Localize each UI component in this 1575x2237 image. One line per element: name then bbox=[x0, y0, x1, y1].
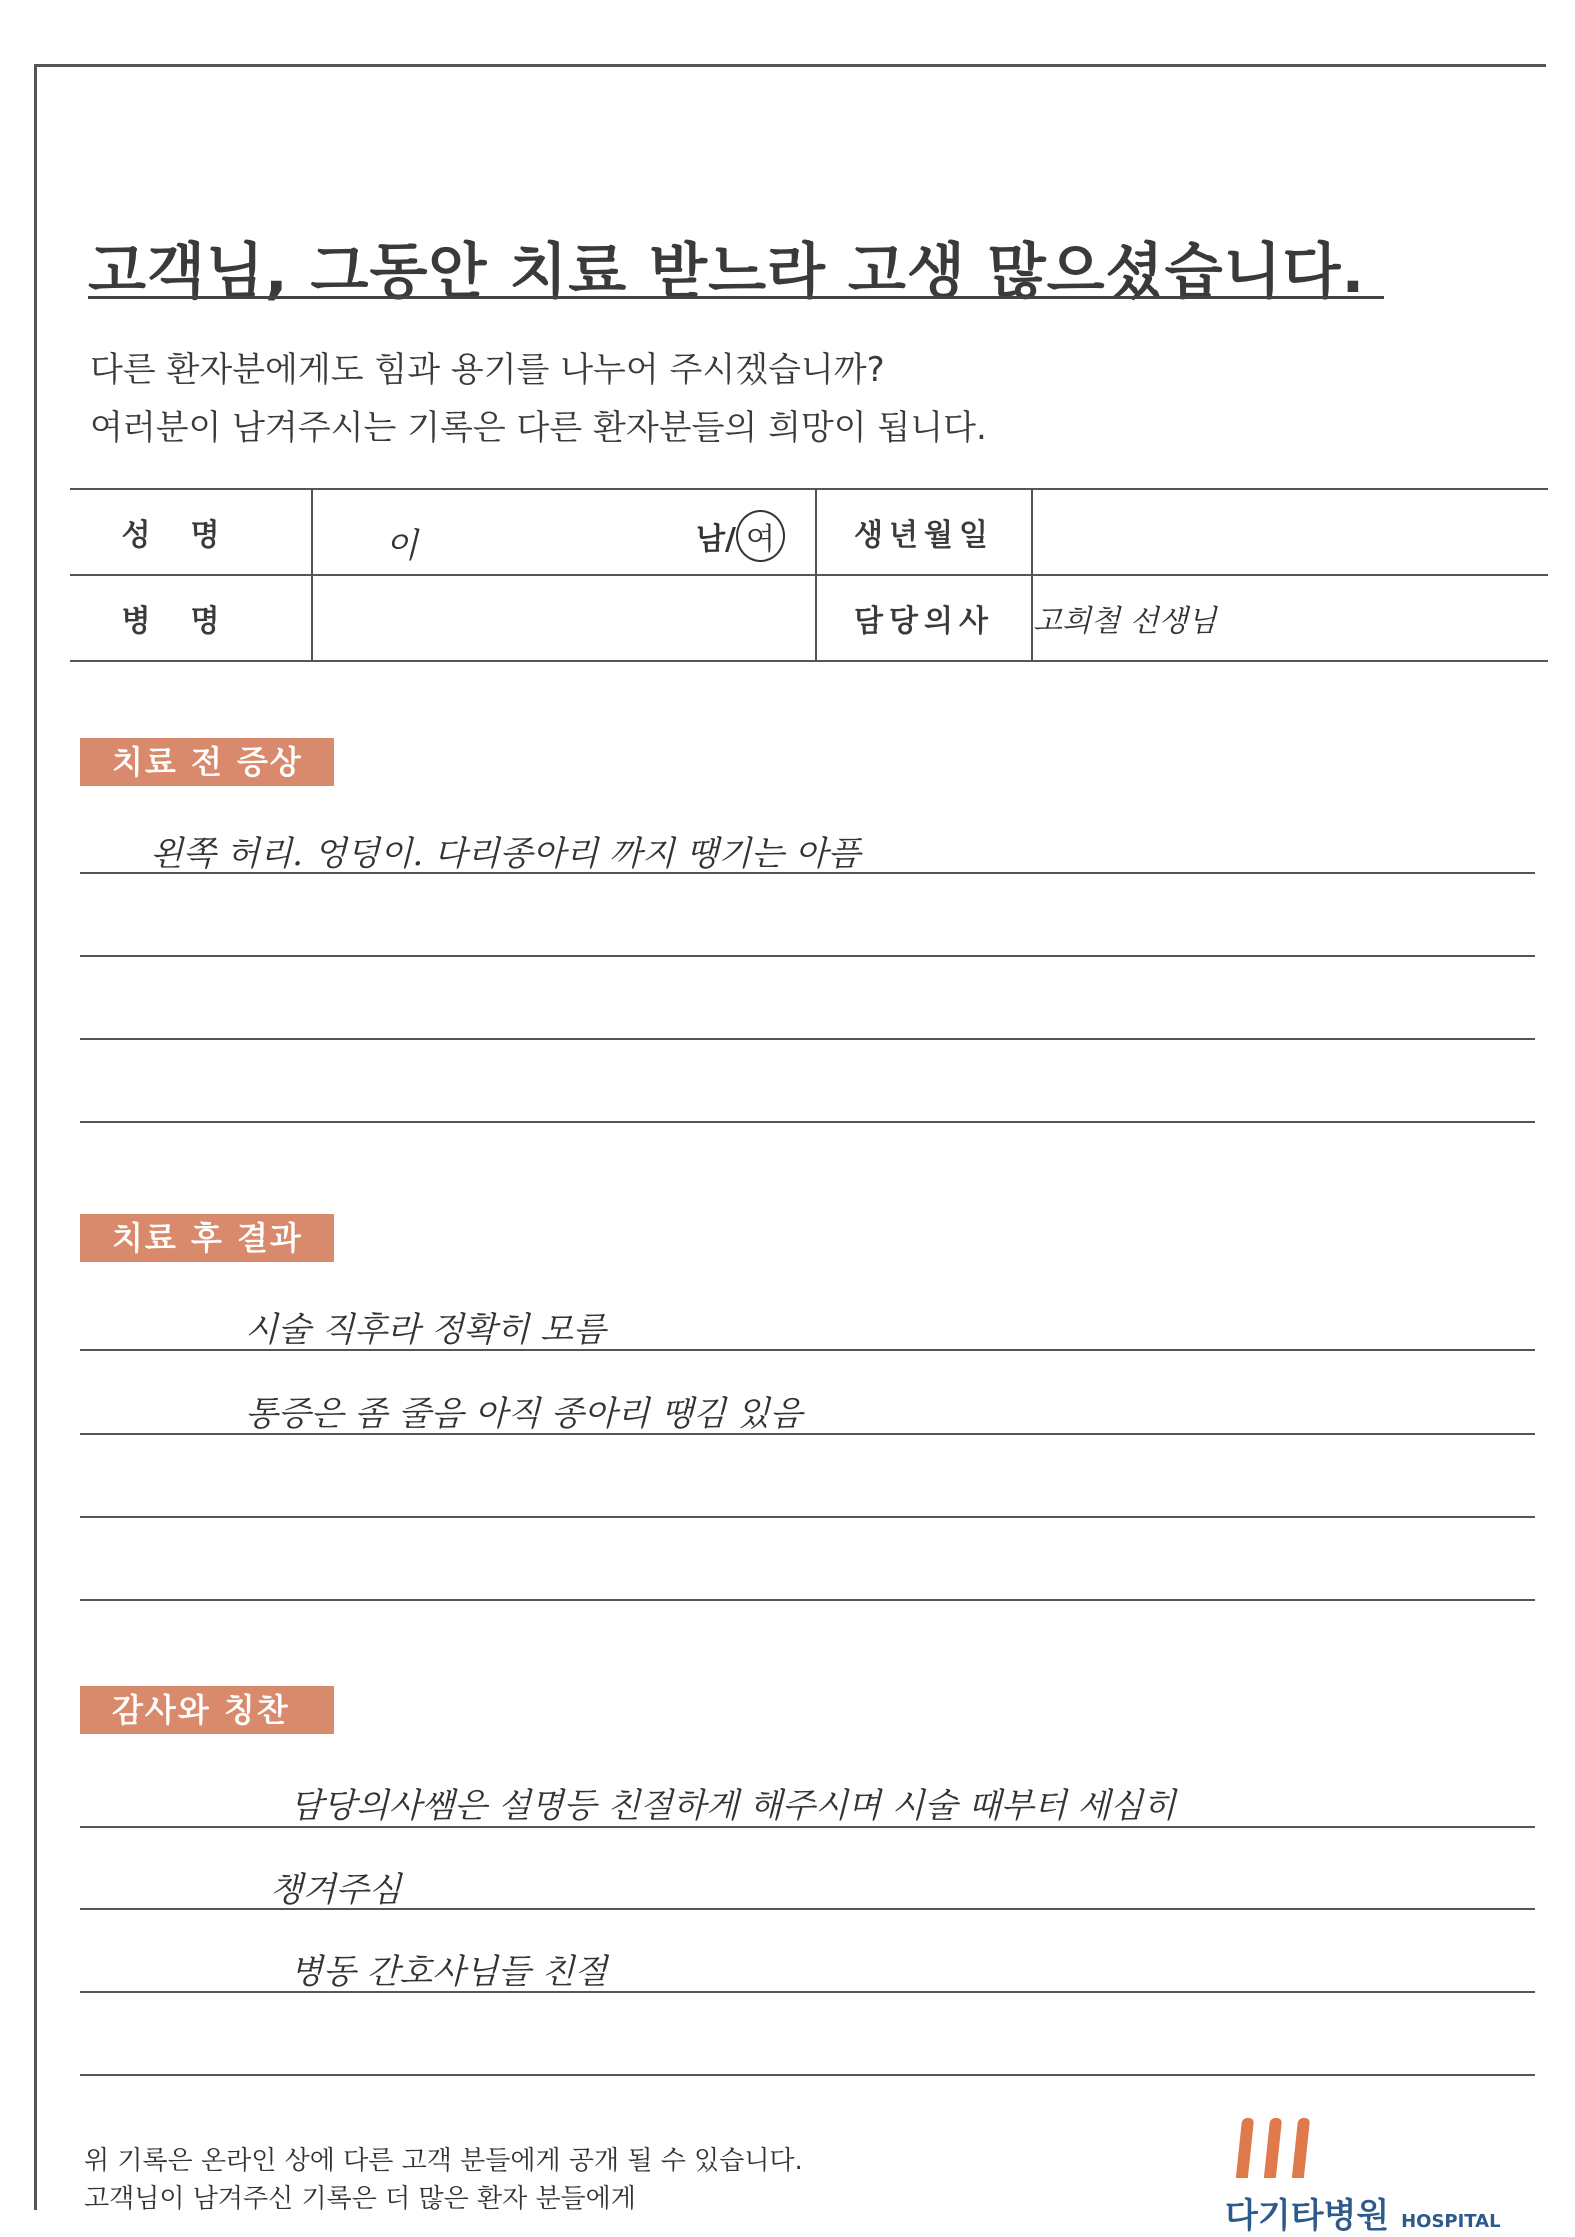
writing-rule bbox=[80, 1121, 1535, 1123]
handwritten-line[interactable]: 시술 직후라 정확히 모름 bbox=[245, 1310, 606, 1350]
footer-note: 고객님이 남겨주신 기록은 더 많은 환자 분들에게 bbox=[84, 2184, 636, 2214]
writing-rule bbox=[80, 1991, 1535, 1993]
handwritten-line[interactable]: 담당의사쌤은 설명등 친절하게 해주시며 시술 때부터 세심히 bbox=[290, 1786, 1176, 1826]
writing-rule bbox=[80, 1826, 1535, 1828]
hospital-logo bbox=[1225, 2118, 1565, 2236]
intro-line: 여러분이 남겨주시는 기록은 다른 환자분들의 희망이 됩니다. bbox=[90, 408, 987, 448]
writing-rule bbox=[80, 1908, 1535, 1910]
title-underline bbox=[88, 296, 1384, 299]
handwritten-line[interactable]: 왼쪽 허리. 엉덩이. 다리종아리 까지 땡기는 아픔 bbox=[150, 834, 861, 874]
section-tag-after: 치료 후 결과 bbox=[80, 1214, 334, 1262]
info-row bbox=[70, 575, 1548, 661]
gender-male[interactable]: 남 bbox=[696, 522, 726, 557]
logo-name-text: 다기타병원 bbox=[1225, 2196, 1390, 2236]
doctor-field[interactable]: 고희철 선생님 bbox=[1032, 575, 1548, 661]
intro-line: 다른 환자분에게도 힘과 용기를 나누어 주시겠습니까? bbox=[90, 350, 885, 390]
disease-field[interactable] bbox=[312, 575, 816, 661]
name-value: 이 bbox=[385, 526, 418, 566]
name-cell[interactable] bbox=[312, 489, 816, 575]
writing-rule bbox=[80, 1599, 1535, 1601]
patient-info-table bbox=[70, 488, 1548, 662]
section-tag-before: 치료 전 증상 bbox=[80, 738, 334, 786]
writing-rule bbox=[80, 1349, 1535, 1351]
writing-rule bbox=[80, 872, 1535, 874]
logo-sub: HOSPITAL bbox=[1401, 2211, 1501, 2232]
form-border-left bbox=[34, 64, 37, 2210]
gender-separator: / bbox=[725, 522, 737, 557]
handwritten-line[interactable]: 통증은 좀 줄음 아직 종아리 땡김 있음 bbox=[245, 1394, 803, 1434]
handwritten-line[interactable]: 병동 간호사님들 친절 bbox=[290, 1952, 608, 1992]
disease-label: 병명 bbox=[70, 575, 312, 661]
gender-female-selected[interactable]: 여 bbox=[736, 510, 785, 562]
writing-rule bbox=[80, 2074, 1535, 2076]
logo-name bbox=[1225, 2188, 1501, 2237]
doctor-label: 담당의사 bbox=[816, 575, 1032, 661]
writing-rule bbox=[80, 1516, 1535, 1518]
gender-selector[interactable] bbox=[696, 510, 785, 562]
page-title: 고객님, 그동안 치료 받느라 고생 많으셨습니다. bbox=[88, 237, 1366, 307]
footer-note: 위 기록은 온라인 상에 다른 고객 분들에게 공개 될 수 있습니다. bbox=[84, 2146, 803, 2176]
form-border-top bbox=[34, 64, 1546, 67]
info-row bbox=[70, 489, 1548, 575]
birth-field[interactable] bbox=[1032, 489, 1548, 575]
writing-rule bbox=[80, 1433, 1535, 1435]
birth-label: 생년월일 bbox=[816, 489, 1032, 575]
writing-rule bbox=[80, 955, 1535, 957]
handwritten-line[interactable]: 챙겨주심 bbox=[270, 1870, 402, 1910]
writing-rule bbox=[80, 1038, 1535, 1040]
name-label: 성명 bbox=[70, 489, 312, 575]
section-tag-thanks: 감사와 칭찬 bbox=[80, 1686, 334, 1734]
